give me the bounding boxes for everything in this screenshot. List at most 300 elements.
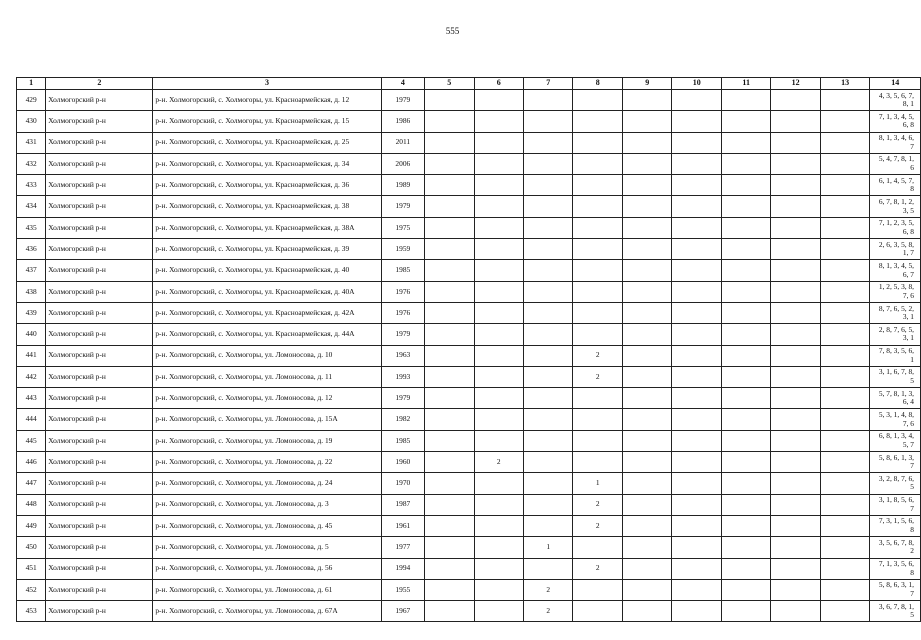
col13-cell [820,558,869,579]
col13-cell [820,537,869,558]
district-cell: Холмогорский р-н [46,132,153,153]
table-row [17,196,921,217]
col-header-3: 3 [153,78,381,90]
col8-cell [573,601,622,622]
col13-cell [820,473,869,494]
year-cell: 1987 [381,494,424,515]
address-cell: р-н. Холмогорский, с. Холмогоры, ул. Красноармейская, д. 39 [153,239,381,260]
col5-cell [425,579,474,600]
col11-cell [721,452,770,473]
col14-cell: 3, 1, 8, 5, 6, 7 [870,494,921,515]
col11-cell [721,601,770,622]
year-cell: 1959 [381,239,424,260]
district-cell: Холмогорский р-н [46,111,153,132]
col10-cell [672,452,721,473]
col7-cell [524,409,573,430]
address-cell: р-н. Холмогорский, с. Холмогоры, ул. Красноармейская, д. 40 [153,260,381,281]
district-cell: Холмогорский р-н [46,494,153,515]
address-cell: р-н. Холмогорский, с. Холмогоры, ул. Ломоносова, д. 24 [153,473,381,494]
col-header-9: 9 [622,78,671,90]
year-cell: 1979 [381,90,424,111]
col11-cell [721,281,770,302]
col14-cell: 7, 1, 3, 4, 5, 6, 8 [870,111,921,132]
col10-cell [672,111,721,132]
row-number-cell: 441 [17,345,46,366]
col9-cell [622,494,671,515]
col5-cell [425,260,474,281]
col7-cell [524,217,573,238]
col10-cell [672,324,721,345]
col11-cell [721,345,770,366]
col7-cell [524,90,573,111]
col9-cell [622,239,671,260]
col10-cell [672,537,721,558]
col6-cell [474,239,523,260]
col6-cell [474,111,523,132]
col6-cell [474,388,523,409]
col6-cell [474,494,523,515]
col9-cell [622,111,671,132]
col10-cell [672,388,721,409]
col10-cell [672,601,721,622]
col14-cell: 8, 7, 6, 5, 2, 3, 1 [870,302,921,323]
year-cell: 1985 [381,260,424,281]
table-row [17,579,921,600]
row-number-cell: 447 [17,473,46,494]
district-cell: Холмогорский р-н [46,388,153,409]
year-cell: 1986 [381,111,424,132]
row-number-cell: 445 [17,430,46,451]
col13-cell [820,515,869,536]
row-number-cell: 433 [17,175,46,196]
col7-cell [524,239,573,260]
col11-cell [721,260,770,281]
col8-cell [573,409,622,430]
address-cell: р-н. Холмогорский, с. Холмогоры, ул. Ломоносова, д. 61 [153,579,381,600]
col6-cell [474,90,523,111]
year-cell: 2011 [381,132,424,153]
col13-cell [820,217,869,238]
col5-cell [425,388,474,409]
row-number-cell: 437 [17,260,46,281]
row-number-cell: 448 [17,494,46,515]
col12-cell [771,452,820,473]
col7-cell: 2 [524,601,573,622]
col7-cell: 2 [524,579,573,600]
address-cell: р-н. Холмогорский, с. Холмогоры, ул. Ломоносова, д. 22 [153,452,381,473]
year-cell: 1976 [381,302,424,323]
col5-cell [425,324,474,345]
col10-cell [672,473,721,494]
col14-cell: 7, 1, 2, 3, 5, 6, 8 [870,217,921,238]
col13-cell [820,324,869,345]
address-cell: р-н. Холмогорский, с. Холмогоры, ул. Красноармейская, д. 15 [153,111,381,132]
col9-cell [622,302,671,323]
row-number-cell: 444 [17,409,46,430]
col8-cell: 1 [573,473,622,494]
col14-cell: 6, 1, 4, 5, 7, 8 [870,175,921,196]
col7-cell [524,281,573,302]
col13-cell [820,452,869,473]
col-header-5: 5 [425,78,474,90]
col5-cell [425,430,474,451]
address-cell: р-н. Холмогорский, с. Холмогоры, ул. Красноармейская, д. 44А [153,324,381,345]
col12-cell [771,132,820,153]
district-cell: Холмогорский р-н [46,579,153,600]
table-row [17,409,921,430]
address-cell: р-н. Холмогорский, с. Холмогоры, ул. Красноармейская, д. 12 [153,90,381,111]
col9-cell [622,430,671,451]
col12-cell [771,409,820,430]
col-header-4: 4 [381,78,424,90]
district-cell: Холмогорский р-н [46,324,153,345]
address-cell: р-н. Холмогорский, с. Холмогоры, ул. Ломоносова, д. 15А [153,409,381,430]
col12-cell [771,239,820,260]
col13-cell [820,132,869,153]
col-header-14: 14 [870,78,921,90]
col14-cell: 5, 7, 8, 1, 3, 6, 4 [870,388,921,409]
table-row [17,345,921,366]
col14-cell: 6, 8, 1, 3, 4, 5, 7 [870,430,921,451]
col12-cell [771,537,820,558]
col10-cell [672,260,721,281]
col8-cell: 2 [573,515,622,536]
col-header-1: 1 [17,78,46,90]
col9-cell [622,175,671,196]
col7-cell [524,302,573,323]
district-cell: Холмогорский р-н [46,239,153,260]
row-number-cell: 432 [17,153,46,174]
district-cell: Холмогорский р-н [46,281,153,302]
col9-cell [622,345,671,366]
col10-cell [672,217,721,238]
col9-cell [622,388,671,409]
col11-cell [721,111,770,132]
col11-cell [721,132,770,153]
year-cell: 1963 [381,345,424,366]
year-cell: 1985 [381,430,424,451]
address-cell: р-н. Холмогорский, с. Холмогоры, ул. Ломоносова, д. 11 [153,366,381,387]
col5-cell [425,601,474,622]
district-cell: Холмогорский р-н [46,345,153,366]
col6-cell [474,345,523,366]
address-cell: р-н. Холмогорский, с. Холмогоры, ул. Ломоносова, д. 5 [153,537,381,558]
col10-cell [672,175,721,196]
col8-cell [573,281,622,302]
col9-cell [622,217,671,238]
year-cell: 1976 [381,281,424,302]
col12-cell [771,217,820,238]
col8-cell [573,90,622,111]
col6-cell [474,409,523,430]
col13-cell [820,281,869,302]
col14-cell: 7, 1, 3, 5, 6, 8 [870,558,921,579]
col13-cell [820,111,869,132]
row-number-cell: 435 [17,217,46,238]
col-header-2: 2 [46,78,153,90]
col5-cell [425,409,474,430]
col11-cell [721,175,770,196]
address-cell: р-н. Холмогорский, с. Холмогоры, ул. Красноармейская, д. 42А [153,302,381,323]
district-cell: Холмогорский р-н [46,515,153,536]
table-row [17,494,921,515]
col7-cell [524,260,573,281]
col8-cell [573,537,622,558]
col6-cell [474,324,523,345]
col7-cell [524,558,573,579]
col-header-12: 12 [771,78,820,90]
col13-cell [820,175,869,196]
col10-cell [672,196,721,217]
header-row [17,78,921,90]
district-cell: Холмогорский р-н [46,153,153,174]
address-cell: р-н. Холмогорский, с. Холмогоры, ул. Красноармейская, д. 25 [153,132,381,153]
col9-cell [622,558,671,579]
col12-cell [771,345,820,366]
col13-cell [820,345,869,366]
year-cell: 1961 [381,515,424,536]
col12-cell [771,515,820,536]
col14-cell: 5, 4, 7, 8, 1, 6 [870,153,921,174]
year-cell: 1989 [381,175,424,196]
table-row [17,324,921,345]
col11-cell [721,430,770,451]
table-row [17,175,921,196]
col9-cell [622,601,671,622]
col9-cell [622,281,671,302]
year-cell: 1967 [381,601,424,622]
col5-cell [425,452,474,473]
col6-cell [474,537,523,558]
district-cell: Холмогорский р-н [46,473,153,494]
housing-table [16,77,921,622]
col13-cell [820,196,869,217]
col5-cell [425,345,474,366]
col5-cell [425,175,474,196]
col8-cell [573,175,622,196]
year-cell: 1993 [381,366,424,387]
table-row [17,302,921,323]
col13-cell [820,579,869,600]
col10-cell [672,558,721,579]
row-number-cell: 449 [17,515,46,536]
col10-cell [672,153,721,174]
col7-cell [524,153,573,174]
district-cell: Холмогорский р-н [46,452,153,473]
col14-cell: 2, 6, 3, 5, 8, 1, 7 [870,239,921,260]
table-row [17,452,921,473]
col12-cell [771,601,820,622]
table-row [17,388,921,409]
col6-cell [474,281,523,302]
col-header-8: 8 [573,78,622,90]
col14-cell: 5, 8, 6, 3, 1, 7 [870,579,921,600]
col10-cell [672,239,721,260]
year-cell: 1979 [381,196,424,217]
col9-cell [622,473,671,494]
col7-cell [524,452,573,473]
col10-cell [672,430,721,451]
col8-cell [573,302,622,323]
col13-cell [820,260,869,281]
col13-cell [820,388,869,409]
col13-cell [820,430,869,451]
year-cell: 1979 [381,388,424,409]
col14-cell: 4, 3, 5, 6, 7, 8, 1 [870,90,921,111]
district-cell: Холмогорский р-н [46,196,153,217]
col7-cell [524,175,573,196]
col-header-7: 7 [524,78,573,90]
col5-cell [425,515,474,536]
col11-cell [721,388,770,409]
col12-cell [771,324,820,345]
col6-cell [474,558,523,579]
col6-cell: 2 [474,452,523,473]
address-cell: р-н. Холмогорский, с. Холмогоры, ул. Ломоносова, д. 45 [153,515,381,536]
col14-cell: 7, 8, 3, 5, 6, 1 [870,345,921,366]
row-number-cell: 436 [17,239,46,260]
col12-cell [771,90,820,111]
col7-cell [524,388,573,409]
col11-cell [721,494,770,515]
col5-cell [425,537,474,558]
col10-cell [672,281,721,302]
district-cell: Холмогорский р-н [46,537,153,558]
year-cell: 1977 [381,537,424,558]
district-cell: Холмогорский р-н [46,430,153,451]
col6-cell [474,473,523,494]
row-number-cell: 440 [17,324,46,345]
district-cell: Холмогорский р-н [46,217,153,238]
col6-cell [474,153,523,174]
col7-cell [524,196,573,217]
year-cell: 2006 [381,153,424,174]
col10-cell [672,409,721,430]
col14-cell: 5, 8, 6, 1, 3, 7 [870,452,921,473]
col13-cell [820,239,869,260]
table-row [17,537,921,558]
col-header-6: 6 [474,78,523,90]
row-number-cell: 453 [17,601,46,622]
col8-cell [573,217,622,238]
col9-cell [622,366,671,387]
table-row [17,430,921,451]
col7-cell [524,494,573,515]
col13-cell [820,494,869,515]
col7-cell: 1 [524,537,573,558]
col6-cell [474,515,523,536]
col14-cell: 1, 2, 5, 3, 8, 7, 6 [870,281,921,302]
col7-cell [524,111,573,132]
col11-cell [721,90,770,111]
col11-cell [721,302,770,323]
col9-cell [622,132,671,153]
col14-cell: 8, 1, 3, 4, 5, 6, 7 [870,260,921,281]
col14-cell: 7, 3, 1, 5, 6, 8 [870,515,921,536]
col5-cell [425,153,474,174]
col7-cell [524,132,573,153]
col9-cell [622,90,671,111]
col9-cell [622,196,671,217]
table-row [17,239,921,260]
col12-cell [771,281,820,302]
col6-cell [474,366,523,387]
col-header-11: 11 [721,78,770,90]
col9-cell [622,409,671,430]
col12-cell [771,196,820,217]
col13-cell [820,601,869,622]
col6-cell [474,217,523,238]
district-cell: Холмогорский р-н [46,260,153,281]
col9-cell [622,260,671,281]
row-number-cell: 443 [17,388,46,409]
row-number-cell: 451 [17,558,46,579]
year-cell: 1960 [381,452,424,473]
district-cell: Холмогорский р-н [46,601,153,622]
address-cell: р-н. Холмогорский, с. Холмогоры, ул. Красноармейская, д. 34 [153,153,381,174]
row-number-cell: 450 [17,537,46,558]
address-cell: р-н. Холмогорский, с. Холмогоры, ул. Красноармейская, д. 38А [153,217,381,238]
col7-cell [524,345,573,366]
col12-cell [771,558,820,579]
table-row [17,601,921,622]
row-number-cell: 439 [17,302,46,323]
district-cell: Холмогорский р-н [46,558,153,579]
year-cell: 1970 [381,473,424,494]
col14-cell: 3, 6, 7, 8, 1, 5 [870,601,921,622]
table-row [17,111,921,132]
col12-cell [771,473,820,494]
col13-cell [820,90,869,111]
year-cell: 1975 [381,217,424,238]
col14-cell: 2, 8, 7, 6, 5, 3, 1 [870,324,921,345]
col13-cell [820,366,869,387]
col12-cell [771,579,820,600]
district-cell: Холмогорский р-н [46,90,153,111]
address-cell: р-н. Холмогорский, с. Холмогоры, ул. Ломоносова, д. 67А [153,601,381,622]
col11-cell [721,558,770,579]
table-row [17,217,921,238]
address-cell: р-н. Холмогорский, с. Холмогоры, ул. Ломоносова, д. 56 [153,558,381,579]
table-row [17,515,921,536]
col11-cell [721,196,770,217]
col7-cell [524,473,573,494]
col6-cell [474,430,523,451]
col5-cell [425,196,474,217]
col10-cell [672,302,721,323]
address-cell: р-н. Холмогорский, с. Холмогоры, ул. Ломоносова, д. 19 [153,430,381,451]
table-row [17,260,921,281]
table-row [17,473,921,494]
col5-cell [425,494,474,515]
col5-cell [425,558,474,579]
col5-cell [425,366,474,387]
col8-cell [573,153,622,174]
col10-cell [672,132,721,153]
address-cell: р-н. Холмогорский, с. Холмогоры, ул. Ломоносова, д. 10 [153,345,381,366]
col12-cell [771,260,820,281]
col-header-13: 13 [820,78,869,90]
col11-cell [721,473,770,494]
col10-cell [672,579,721,600]
address-cell: р-н. Холмогорский, с. Холмогоры, ул. Ломоносова, д. 12 [153,388,381,409]
address-cell: р-н. Холмогорский, с. Холмогоры, ул. Красноармейская, д. 38 [153,196,381,217]
col11-cell [721,515,770,536]
year-cell: 1979 [381,324,424,345]
col12-cell [771,366,820,387]
col9-cell [622,324,671,345]
col6-cell [474,175,523,196]
